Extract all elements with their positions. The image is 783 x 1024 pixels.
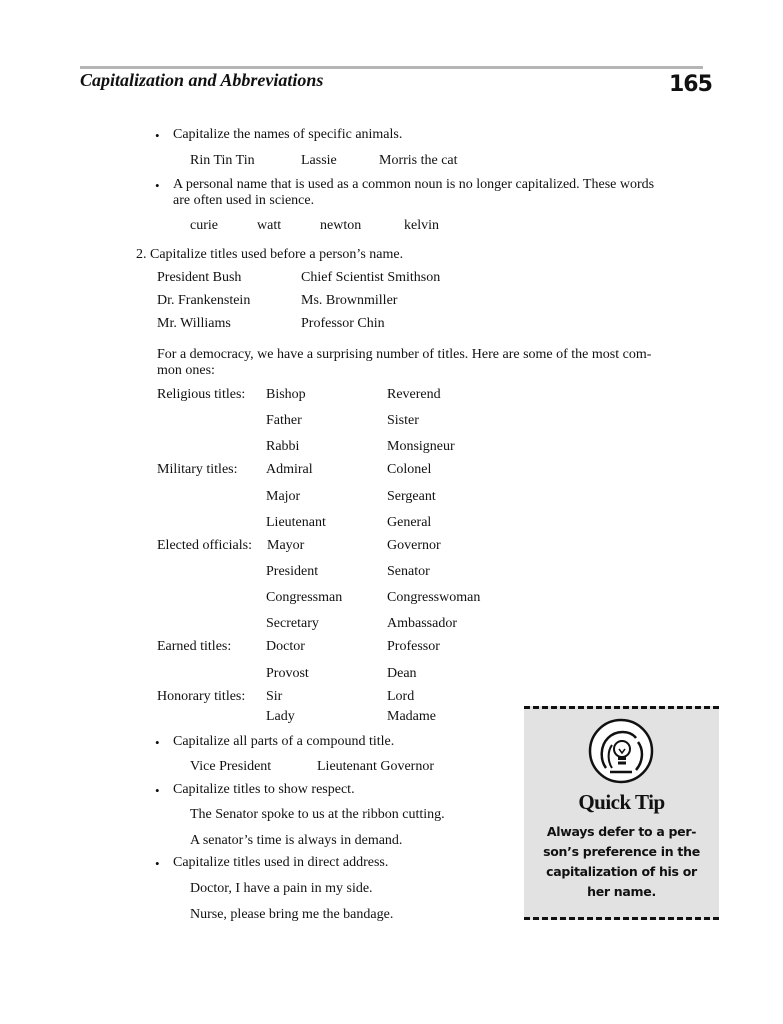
example-word: newton (320, 218, 362, 233)
category-label: Earned titles: (157, 639, 232, 654)
bullet-common-noun-line1: A personal name that is used as a common noun is no longer capitalized. These words (173, 177, 655, 192)
example-word: curie (190, 218, 218, 233)
titles-intro-line2: mon ones: (157, 363, 215, 378)
title-cell: General (387, 515, 432, 530)
title-cell: Sister (387, 413, 419, 428)
title-cell: Secretary (266, 616, 319, 631)
bullet-common-noun-line2: are often used in science. (173, 193, 315, 208)
category-label: Elected officials: (157, 538, 252, 553)
title-cell: Lady (266, 709, 295, 724)
bullet-marker: • (155, 783, 160, 798)
example-animal: Morris the cat (379, 153, 458, 168)
title-cell: Ambassador (387, 616, 457, 631)
category-label: Military titles: (157, 462, 238, 477)
title-cell: Congresswoman (387, 590, 481, 605)
page-number: 165 (669, 72, 712, 97)
category-label: Honorary titles: (157, 689, 246, 704)
example-address: Doctor, I have a pain in my side. (190, 881, 373, 896)
title-example: President Bush (157, 270, 242, 285)
title-cell: Bishop (266, 387, 306, 402)
bullet-address: Capitalize titles used in direct address. (173, 855, 389, 870)
title-example: Mr. Williams (157, 316, 231, 331)
title-cell: Senator (387, 564, 430, 579)
tip-bottom-border (524, 917, 719, 920)
title-example: Dr. Frankenstein (157, 293, 251, 308)
title-cell: Sergeant (387, 489, 436, 504)
title-example: Ms. Brownmiller (301, 293, 398, 308)
tip-line: capitalization of his or (546, 864, 697, 879)
title-cell: Sir (266, 689, 283, 704)
title-cell: Admiral (266, 462, 313, 477)
example-respect: The Senator spoke to us at the ribbon cutting. (190, 807, 445, 822)
tip-line: her name. (587, 884, 656, 899)
chapter-title: Capitalization and Abbreviations (80, 70, 324, 90)
title-cell: Governor (387, 538, 441, 553)
tip-line: Always defer to a per- (546, 824, 697, 839)
quick-tip-title: Quick Tip (578, 790, 665, 814)
title-cell: Lord (387, 689, 415, 704)
tip-top-border (524, 706, 719, 709)
quick-tip-text (538, 822, 705, 902)
example-compound: Lieutenant Governor (317, 759, 435, 774)
title-cell: Colonel (387, 462, 432, 477)
title-cell: Father (266, 413, 302, 428)
title-cell: Major (266, 489, 301, 504)
titles-intro-line1: For a democracy, we have a surprising number of titles. Here are some of the most com- (157, 347, 652, 362)
title-cell: Lieutenant (266, 515, 326, 530)
bullet-respect: Capitalize titles to show respect. (173, 782, 355, 797)
title-example: Chief Scientist Smithson (301, 270, 441, 285)
title-cell: Professor (387, 639, 440, 654)
title-cell: Provost (266, 666, 309, 681)
example-compound: Vice President (190, 759, 272, 774)
title-cell: President (266, 564, 319, 579)
bullet-marker: • (155, 735, 160, 750)
example-address: Nurse, please bring me the bandage. (190, 907, 394, 922)
bullet-marker: • (155, 178, 160, 193)
title-cell: Madame (387, 709, 436, 724)
header-rule (80, 66, 703, 69)
category-label: Religious titles: (157, 387, 246, 402)
bullet-marker: • (155, 856, 160, 871)
title-cell: Dean (387, 666, 417, 681)
title-cell: Reverend (387, 387, 441, 402)
tip-line: son’s preference in the (543, 844, 700, 859)
bullet-compound: Capitalize all parts of a compound title. (173, 734, 395, 749)
numbered-item-2: 2. Capitalize titles used before a person’s name. (136, 247, 404, 262)
example-animal: Lassie (301, 153, 337, 168)
example-respect: A senator’s time is always in demand. (190, 833, 403, 848)
quick-tip-box (524, 706, 719, 920)
title-cell: Mayor (267, 538, 305, 553)
example-animal: Rin Tin Tin (190, 153, 255, 168)
lightbulb-hand-icon (586, 716, 656, 786)
title-example: Professor Chin (301, 316, 385, 331)
bullet-animals: Capitalize the names of specific animals. (173, 127, 403, 142)
example-word: watt (257, 218, 282, 233)
example-word: kelvin (404, 218, 439, 233)
bullet-marker: • (155, 128, 160, 143)
title-cell: Monsigneur (387, 439, 455, 454)
title-cell: Doctor (266, 639, 305, 654)
title-cell: Rabbi (266, 439, 300, 454)
title-cell: Congressman (266, 590, 343, 605)
